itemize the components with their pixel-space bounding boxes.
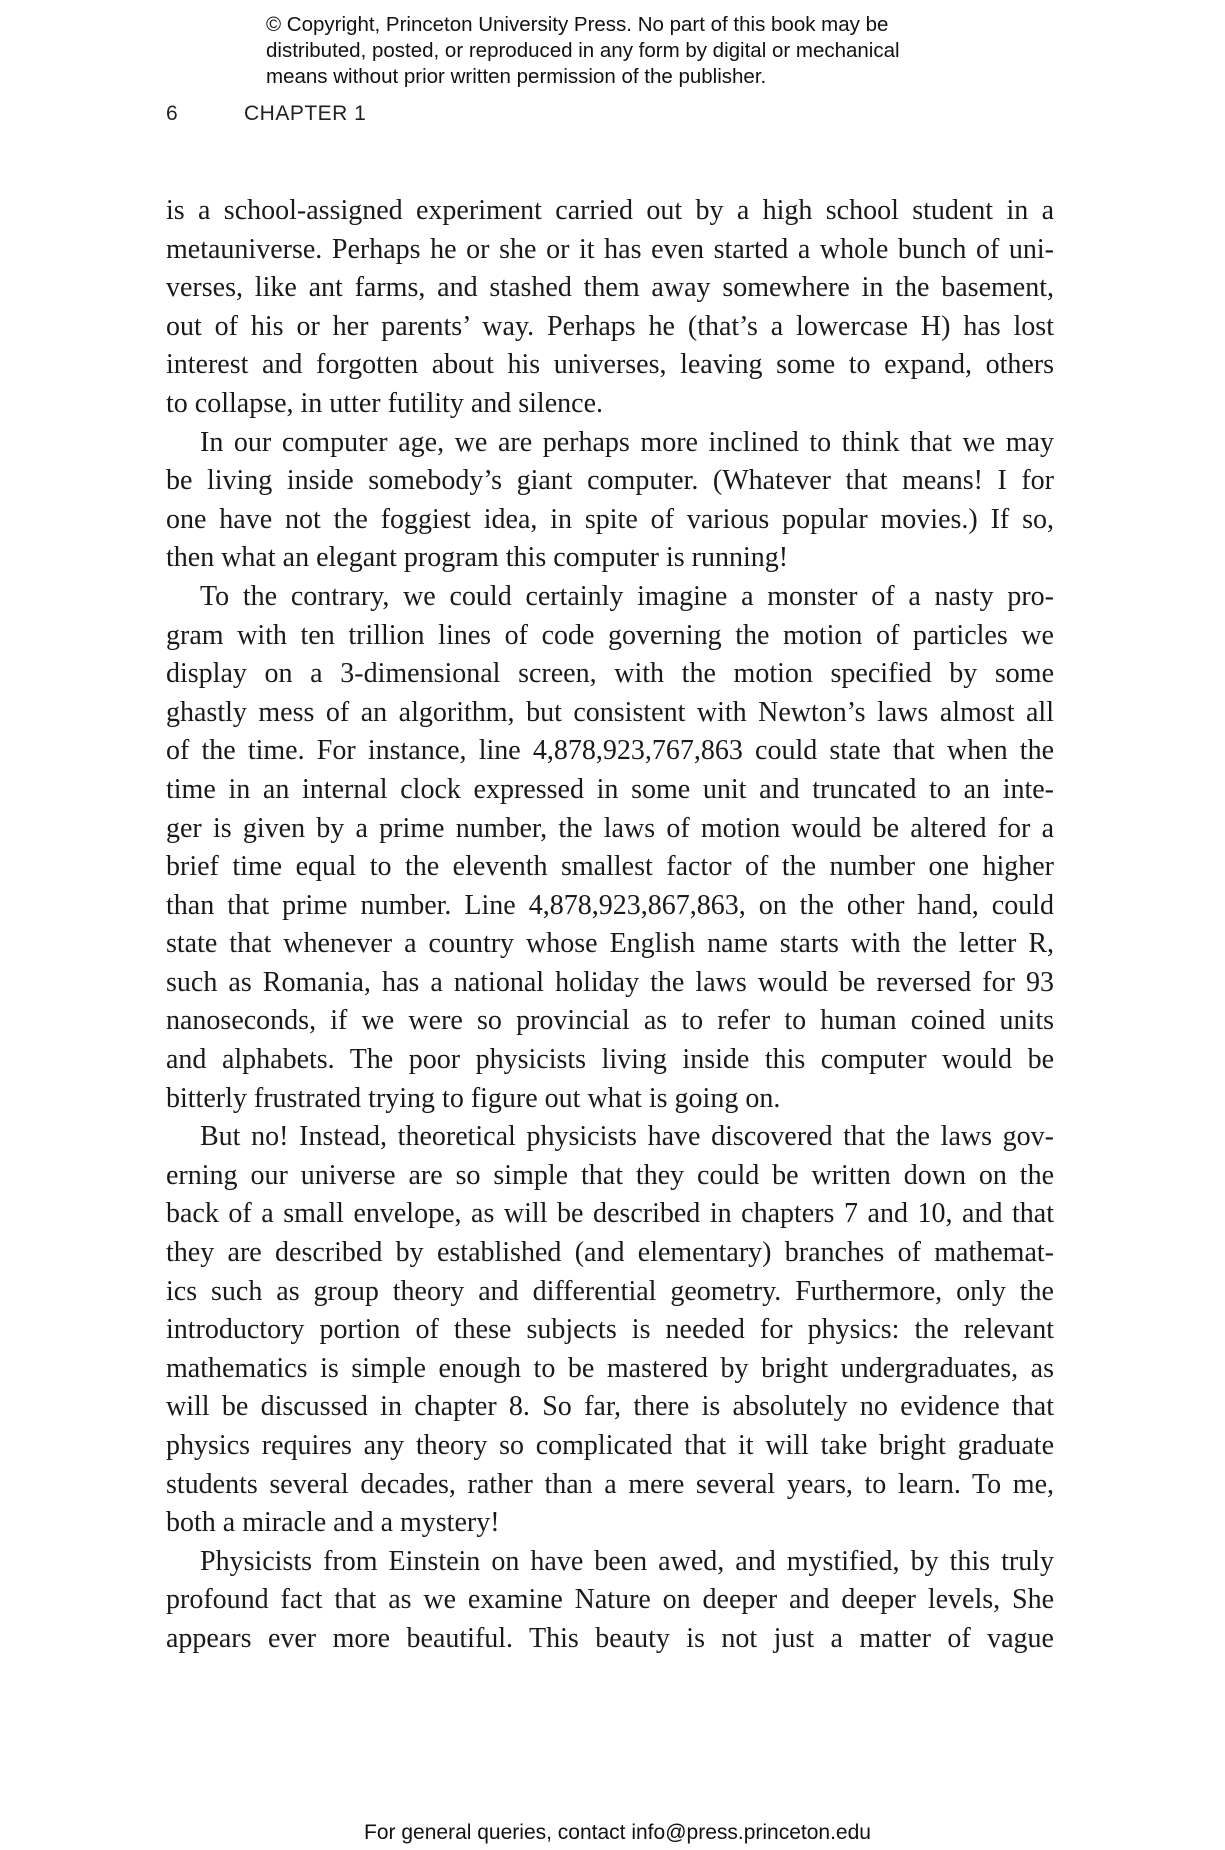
- text-line: In our computer age, we are perhaps more inclined to think that we may: [200, 426, 1054, 458]
- text-line: bitterly frustrated trying to figure out what is going on.: [166, 1082, 781, 1114]
- text-line: be living inside somebody’s giant computer. (Whatever that means! I for: [166, 465, 1054, 497]
- text-line: But no! Instead, theoretical physicists have discovered that the laws gov-: [200, 1121, 1054, 1153]
- text-line: time in an internal clock expressed in some unit and truncated to an inte-: [166, 773, 1054, 805]
- text-line: ics such as group theory and differential geometry. Furthermore, only the: [166, 1275, 1054, 1307]
- text-line: ghastly mess of an algorithm, but consistent with Newton’s laws almost all: [166, 696, 1054, 728]
- copyright-line: distributed, posted, or reproduced in any form by digital or mechanical: [266, 39, 900, 62]
- text-line: nanoseconds, if we were so provincial as to refer to human coined units: [166, 1005, 1054, 1037]
- text-line: metauniverse. Perhaps he or she or it has even started a whole bunch of uni-: [166, 233, 1054, 265]
- text-line: than that prime number. Line 4,878,923,867,863, on the other hand, could: [166, 889, 1054, 921]
- paragraph: [166, 578, 1054, 1118]
- text-line: brief time equal to the eleventh smallest factor of the number one higher: [166, 851, 1054, 883]
- text-line: then what an elegant program this computer is running!: [166, 542, 789, 574]
- text-line: ger is given by a prime number, the laws of motion would be altered for a: [166, 812, 1054, 844]
- text-line: will be discussed in chapter 8. So far, there is absolutely no evidence that: [166, 1391, 1054, 1423]
- text-line: profound fact that as we examine Nature on deeper and deeper levels, She: [166, 1584, 1054, 1616]
- text-line: to collapse, in utter futility and silence.: [166, 387, 603, 419]
- paragraph: [166, 1118, 1054, 1543]
- text-line: of the time. For instance, line 4,878,923,767,863 could state that when the: [166, 735, 1054, 767]
- text-line: such as Romania, has a national holiday the laws would be reversed for 93: [166, 966, 1054, 998]
- copyright-line: means without prior written permission of the publisher.: [266, 65, 767, 88]
- text-line: introductory portion of these subjects is needed for physics: the relevant: [166, 1314, 1054, 1346]
- text-line: interest and forgotten about his universes, leaving some to expand, others: [166, 349, 1054, 381]
- paragraph: [166, 424, 1054, 578]
- text-line: students several decades, rather than a mere several years, to learn. To me,: [166, 1468, 1054, 1500]
- running-head: [166, 100, 666, 128]
- text-line: erning our universe are so simple that they could be written down on the: [166, 1159, 1054, 1191]
- text-line: they are described by established (and elementary) branches of mathemat-: [166, 1237, 1054, 1269]
- paragraph: [166, 1543, 1054, 1659]
- text-line: one have not the foggiest idea, in spite of various popular movies.) If so,: [166, 503, 1054, 535]
- text-line: physics requires any theory so complicated that it will take bright graduate: [166, 1430, 1054, 1461]
- text-line: out of his or her parents’ way. Perhaps he (that’s a lowercase H) has lost: [166, 310, 1054, 342]
- text-line: appears ever more beautiful. This beauty is not just a matter of vague: [166, 1622, 1054, 1654]
- text-line: back of a small envelope, as will be described in chapters 7 and 10, and that: [166, 1198, 1054, 1230]
- copyright-notice: [266, 12, 986, 90]
- text-line: is a school-assigned experiment carried out by a high school student in a: [166, 195, 1054, 226]
- text-line: both a miracle and a mystery!: [166, 1507, 500, 1539]
- text-line: and alphabets. The poor physicists living inside this computer would be: [166, 1044, 1054, 1076]
- footer-contact: For general queries, contact info@press.princeton.edu: [364, 1821, 871, 1844]
- chapter-label: CHAPTER 1: [244, 102, 367, 125]
- text-line: verses, like ant farms, and stashed them away somewhere in the basement,: [166, 272, 1054, 304]
- text-line: display on a 3-dimensional screen, with the motion specified by some: [166, 658, 1054, 690]
- body-text: [166, 192, 1054, 1659]
- copyright-line: © Copyright, Princeton University Press. No part of this book may be: [266, 13, 889, 36]
- text-line: state that whenever a country whose English name starts with the letter R,: [166, 928, 1054, 960]
- text-line: mathematics is simple enough to be mastered by bright undergraduates, as: [166, 1352, 1054, 1384]
- page-number: 6: [166, 102, 178, 125]
- text-line: gram with ten trillion lines of code governing the motion of particles we: [166, 619, 1054, 651]
- paragraph: [166, 192, 1054, 424]
- text-line: To the contrary, we could certainly imagine a monster of a nasty pro-: [200, 580, 1054, 612]
- text-line: Physicists from Einstein on have been awed, and mystified, by this truly: [200, 1545, 1054, 1577]
- footer: [0, 1820, 1225, 1846]
